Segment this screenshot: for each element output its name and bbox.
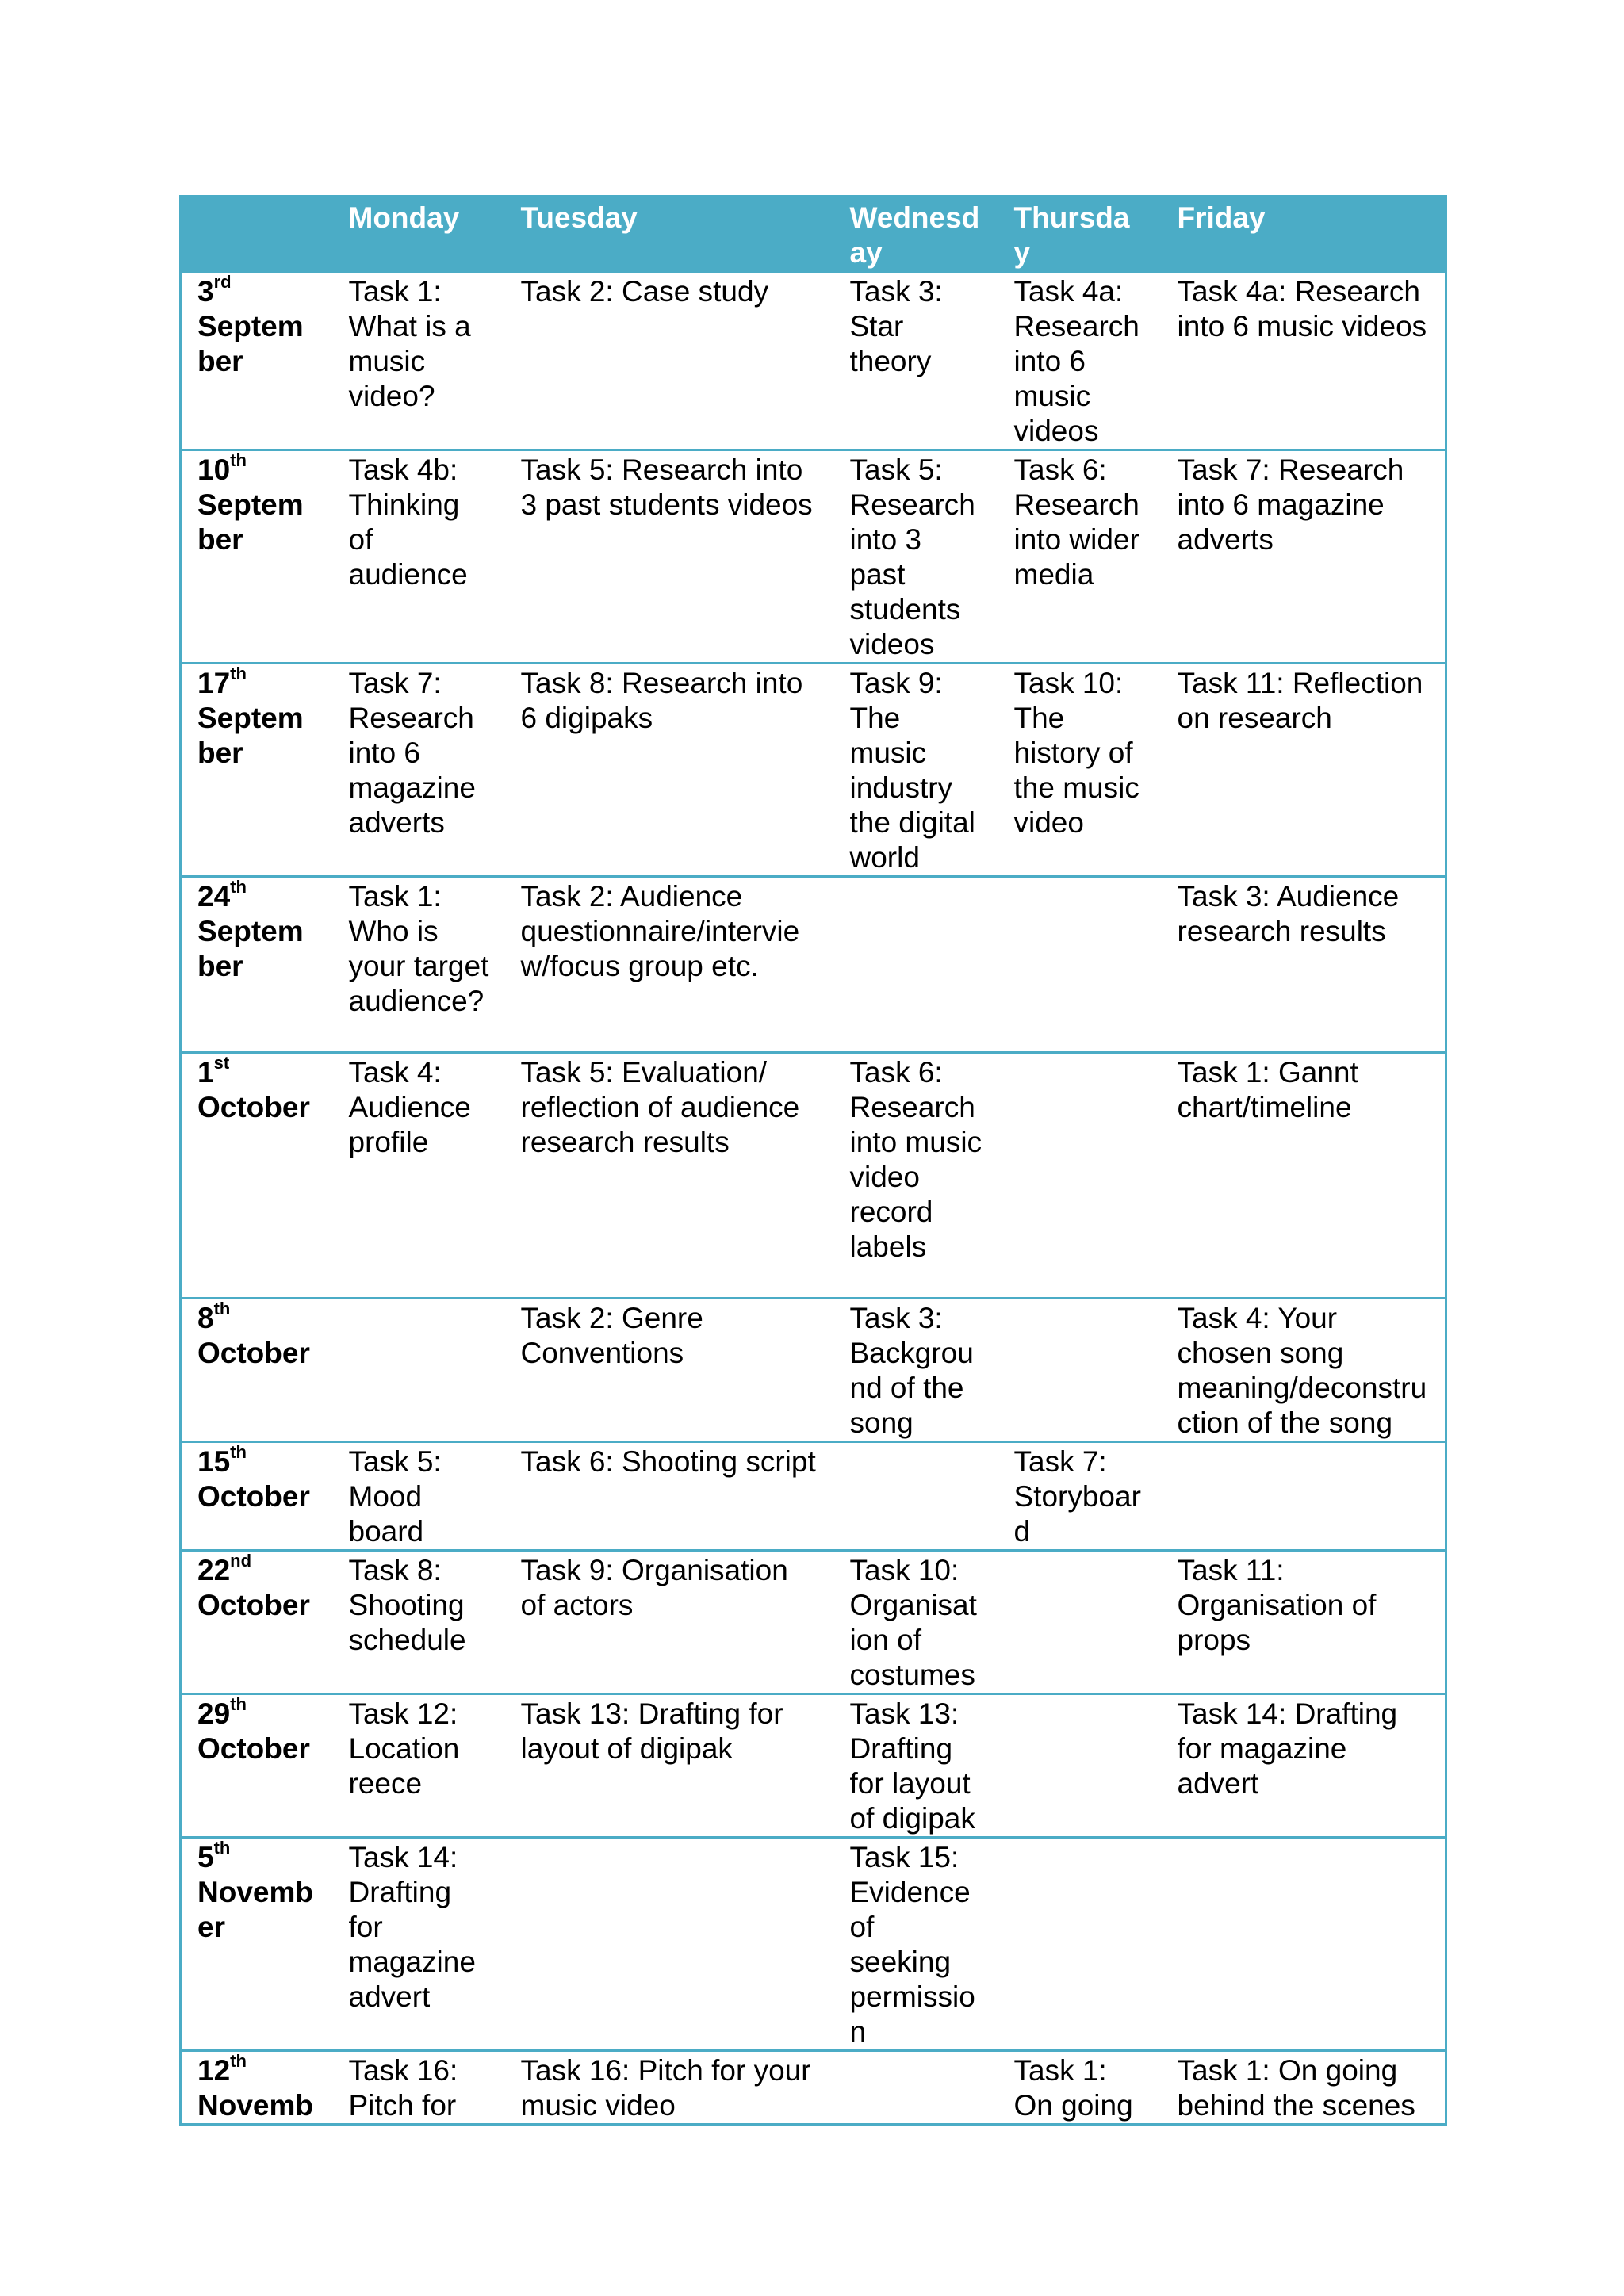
week-suffix: th xyxy=(213,1298,231,1318)
week-cell xyxy=(181,877,333,1053)
week-suffix: th xyxy=(230,1693,247,1714)
schedule-table xyxy=(179,195,1447,2126)
week-day: 17 xyxy=(197,667,231,699)
week-day: 15 xyxy=(197,1445,231,1478)
cell-wednesday: Task 6: Research into music video record labels xyxy=(834,1053,998,1299)
cell-monday: Task 1: What is a music video? xyxy=(333,272,505,450)
table-row xyxy=(181,1442,1446,1551)
week-month: October xyxy=(197,1480,310,1513)
table-row xyxy=(181,1299,1446,1442)
week-suffix: th xyxy=(230,2050,247,2071)
cell-tuesday: Task 2: Genre Conventions xyxy=(505,1299,834,1442)
cell-friday: Task 1: On going behind the scenes xyxy=(1162,2051,1446,2125)
cell-wednesday: Task 13: Drafting for layout of digipak xyxy=(834,1694,998,1838)
week-month: September xyxy=(197,488,304,556)
cell-wednesday xyxy=(834,2051,998,2125)
week-suffix: nd xyxy=(230,1550,252,1571)
cell-tuesday: Task 6: Shooting script xyxy=(505,1442,834,1551)
week-day: 22 xyxy=(197,1554,231,1586)
table-row xyxy=(181,1838,1446,2051)
cell-friday: Task 11: Reflection on research xyxy=(1162,664,1446,877)
week-day: 24 xyxy=(197,880,231,913)
week-cell xyxy=(181,1551,333,1694)
table-row xyxy=(181,272,1446,450)
week-month: October xyxy=(197,1589,310,1621)
cell-friday: Task 7: Research into 6 magazine adverts xyxy=(1162,450,1446,664)
cell-tuesday: Task 9: Organisation of actors xyxy=(505,1551,834,1694)
week-day: 1 xyxy=(197,1056,214,1089)
cell-tuesday: Task 2: Case study xyxy=(505,272,834,450)
week-cell xyxy=(181,1838,333,2051)
cell-wednesday xyxy=(834,1442,998,1551)
table-row xyxy=(181,877,1446,1053)
week-cell xyxy=(181,272,333,450)
cell-monday: Task 12: Location reece xyxy=(333,1694,505,1838)
week-day: 3 xyxy=(197,275,214,308)
cell-wednesday: Task 9: The music industry the digital world xyxy=(834,664,998,877)
cell-thursday: Task 7: Storyboard xyxy=(998,1442,1162,1551)
week-day: 12 xyxy=(197,2054,231,2087)
cell-wednesday: Task 3: Star theory xyxy=(834,272,998,450)
cell-thursday xyxy=(998,1053,1162,1299)
cell-thursday: Task 6: Research into wider media xyxy=(998,450,1162,664)
cell-monday: Task 5: Mood board xyxy=(333,1442,505,1551)
week-cell xyxy=(181,1442,333,1551)
cell-monday: Task 4: Audience profile xyxy=(333,1053,505,1299)
cell-monday: Task 1: Who is your target audience? xyxy=(333,877,505,1053)
cell-wednesday: Task 5: Research into 3 past students videos xyxy=(834,450,998,664)
cell-thursday xyxy=(998,1551,1162,1694)
week-suffix: th xyxy=(213,1837,231,1858)
week-day: 5 xyxy=(197,1841,214,1873)
header-friday: Friday xyxy=(1162,197,1446,272)
week-month: October xyxy=(197,1337,310,1369)
cell-wednesday: Task 3: Background of the song xyxy=(834,1299,998,1442)
cell-tuesday: Task 5: Evaluation/ reflection of audience research results xyxy=(505,1053,834,1299)
week-month: September xyxy=(197,310,304,377)
cell-wednesday: Task 10: Organisation of costumes xyxy=(834,1551,998,1694)
table-row xyxy=(181,2051,1446,2125)
header-monday: Monday xyxy=(333,197,505,272)
header-row xyxy=(181,197,1446,272)
cell-monday: Task 16: Pitch for xyxy=(333,2051,505,2125)
cell-monday: Task 8: Shooting schedule xyxy=(333,1551,505,1694)
week-cell xyxy=(181,450,333,664)
week-cell xyxy=(181,664,333,877)
cell-thursday: Task 4a: Research into 6 music videos xyxy=(998,272,1162,450)
cell-friday: Task 14: Drafting for magazine advert xyxy=(1162,1694,1446,1838)
cell-thursday xyxy=(998,1838,1162,2051)
cell-thursday xyxy=(998,1694,1162,1838)
week-cell xyxy=(181,2051,333,2125)
week-suffix: st xyxy=(213,1052,230,1073)
week-suffix: th xyxy=(230,663,247,683)
cell-monday: Task 4b: Thinking of audience xyxy=(333,450,505,664)
week-month: September xyxy=(197,915,304,982)
week-month: September xyxy=(197,702,304,769)
week-day: 8 xyxy=(197,1302,214,1334)
cell-friday: Task 11: Organisation of props xyxy=(1162,1551,1446,1694)
week-suffix: th xyxy=(230,876,247,897)
week-month: November xyxy=(197,1876,313,1943)
table-row xyxy=(181,1694,1446,1838)
week-month: Novemb xyxy=(197,2089,313,2122)
header-week xyxy=(181,197,333,272)
cell-friday xyxy=(1162,1442,1446,1551)
cell-friday xyxy=(1162,1838,1446,2051)
cell-tuesday: Task 16: Pitch for your music video xyxy=(505,2051,834,2125)
cell-friday: Task 4a: Research into 6 music videos xyxy=(1162,272,1446,450)
cell-thursday: Task 1: On going xyxy=(998,2051,1162,2125)
cell-thursday: Task 10: The history of the music video xyxy=(998,664,1162,877)
cell-wednesday: Task 15: Evidence of seeking permission xyxy=(834,1838,998,2051)
cell-monday xyxy=(333,1299,505,1442)
table-row xyxy=(181,664,1446,877)
header-thursday: Thursday xyxy=(998,197,1162,272)
week-month: October xyxy=(197,1732,310,1765)
week-suffix: th xyxy=(230,1441,247,1462)
header-wednesday: Wednesday xyxy=(834,197,998,272)
cell-tuesday: Task 8: Research into 6 digipaks xyxy=(505,664,834,877)
cell-monday: Task 7: Research into 6 magazine adverts xyxy=(333,664,505,877)
cell-friday: Task 1: Gannt chart/timeline xyxy=(1162,1053,1446,1299)
cell-thursday xyxy=(998,1299,1162,1442)
cell-tuesday: Task 2: Audience questionnaire/interview/focus group etc. xyxy=(505,877,834,1053)
table-row xyxy=(181,1551,1446,1694)
table-row xyxy=(181,450,1446,664)
cell-friday: Task 3: Audience research results xyxy=(1162,877,1446,1053)
cell-wednesday xyxy=(834,877,998,1053)
cell-tuesday: Task 13: Drafting for layout of digipak xyxy=(505,1694,834,1838)
week-month: October xyxy=(197,1091,310,1123)
week-suffix: th xyxy=(230,450,247,470)
cell-friday: Task 4: Your chosen song meaning/deconstruction of the song xyxy=(1162,1299,1446,1442)
week-suffix: rd xyxy=(213,271,232,292)
week-cell xyxy=(181,1694,333,1838)
week-cell xyxy=(181,1299,333,1442)
cell-thursday xyxy=(998,877,1162,1053)
week-day: 10 xyxy=(197,453,231,486)
table-row xyxy=(181,1053,1446,1299)
week-day: 29 xyxy=(197,1697,231,1730)
cell-monday: Task 14: Drafting for magazine advert xyxy=(333,1838,505,2051)
cell-tuesday xyxy=(505,1838,834,2051)
cell-tuesday: Task 5: Research into 3 past students videos xyxy=(505,450,834,664)
week-cell xyxy=(181,1053,333,1299)
header-tuesday: Tuesday xyxy=(505,197,834,272)
